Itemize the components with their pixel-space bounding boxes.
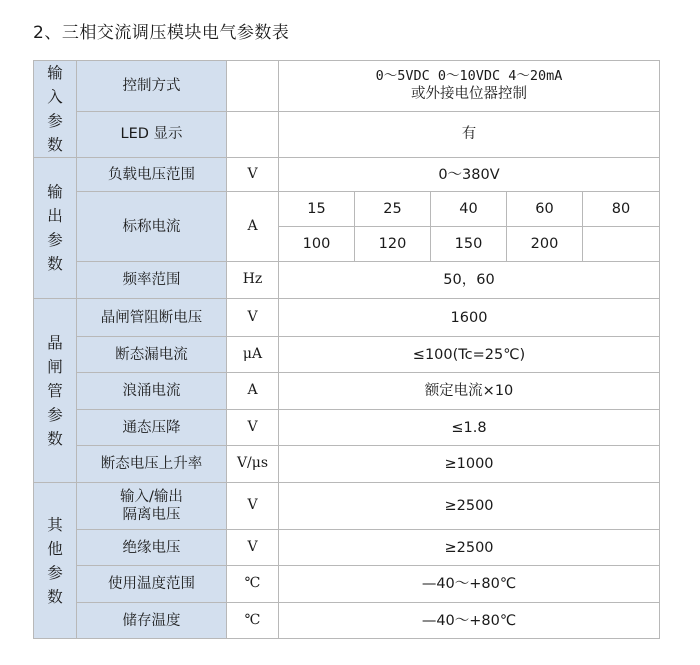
param-value	[279, 61, 660, 112]
group-label: 输 入 参 数	[47, 64, 63, 155]
param-unit	[227, 61, 279, 112]
param-value: ≥2500	[279, 530, 660, 566]
group-other	[34, 483, 77, 639]
param-value: ≥1000	[279, 446, 660, 483]
param-name: 通态压降	[77, 410, 227, 446]
current-value: 200	[507, 227, 583, 262]
param-value: ≥2500	[279, 483, 660, 530]
param-value-line: 0～5VDC 0～10VDC 4～20mA	[375, 68, 563, 85]
table-row	[34, 483, 660, 530]
current-value: 25	[355, 192, 431, 227]
param-name: 晶闸管阻断电压	[77, 299, 227, 337]
param-unit: V	[227, 530, 279, 566]
param-name: 标称电流	[77, 192, 227, 262]
current-value: 100	[279, 227, 355, 262]
param-value: —40～+80℃	[279, 566, 660, 603]
table-row	[34, 446, 660, 483]
param-name: 控制方式	[77, 61, 227, 112]
table-row	[34, 158, 660, 192]
current-value: 60	[507, 192, 583, 227]
param-name	[77, 483, 227, 530]
param-value: ≤100(Tc=25℃)	[279, 337, 660, 373]
param-name: 储存温度	[77, 603, 227, 639]
page-title: 2、三相交流调压模块电气参数表	[33, 23, 290, 43]
current-value: 80	[583, 192, 660, 227]
param-unit	[227, 111, 279, 157]
param-name: 使用温度范围	[77, 566, 227, 603]
group-label: 输 出 参 数	[47, 183, 63, 274]
param-name: 断态漏电流	[77, 337, 227, 373]
current-value: 15	[279, 192, 355, 227]
param-unit: V	[227, 299, 279, 337]
table-row	[34, 530, 660, 566]
group-label: 其 他 参 数	[47, 515, 63, 606]
param-value: 额定电流×10	[279, 373, 660, 410]
param-unit: V	[227, 410, 279, 446]
group-input	[34, 61, 77, 158]
param-unit: V/μs	[227, 446, 279, 483]
param-name: 频率范围	[77, 262, 227, 299]
param-name: 绝缘电压	[77, 530, 227, 566]
param-name: LED 显示	[77, 111, 227, 157]
param-unit: μA	[227, 337, 279, 373]
param-unit: A	[227, 373, 279, 410]
param-value: ≤1.8	[279, 410, 660, 446]
table-row	[34, 111, 660, 157]
param-unit: ℃	[227, 603, 279, 639]
param-name: 负载电压范围	[77, 158, 227, 192]
group-thyristor	[34, 299, 77, 483]
table-row	[34, 410, 660, 446]
current-value: 150	[431, 227, 507, 262]
param-value: —40～+80℃	[279, 603, 660, 639]
param-unit: ℃	[227, 566, 279, 603]
current-value: 40	[431, 192, 507, 227]
param-value-line: 或外接电位器控制	[411, 86, 527, 103]
group-label: 晶 闸 管 参 数	[47, 333, 63, 448]
param-value: 50，60	[279, 262, 660, 299]
param-value: 1600	[279, 299, 660, 337]
electrical-parameters-table	[33, 60, 660, 639]
param-name: 浪涌电流	[77, 373, 227, 410]
param-unit: V	[227, 158, 279, 192]
table-row	[34, 373, 660, 410]
param-value: 有	[279, 111, 660, 157]
param-name: 断态电压上升率	[77, 446, 227, 483]
current-value: 120	[355, 227, 431, 262]
table-row	[34, 61, 660, 112]
table-row	[34, 603, 660, 639]
group-output	[34, 158, 77, 299]
table-row	[34, 566, 660, 603]
param-name-line: 输入/输出	[120, 488, 183, 505]
param-unit: V	[227, 483, 279, 530]
param-unit: Hz	[227, 262, 279, 299]
table-row	[34, 192, 660, 227]
table-row	[34, 299, 660, 337]
table-row	[34, 262, 660, 299]
param-unit: A	[227, 192, 279, 262]
param-name-line: 隔离电压	[122, 507, 181, 524]
param-value: 0～380V	[279, 158, 660, 192]
table-row	[34, 337, 660, 373]
current-value	[583, 227, 660, 262]
